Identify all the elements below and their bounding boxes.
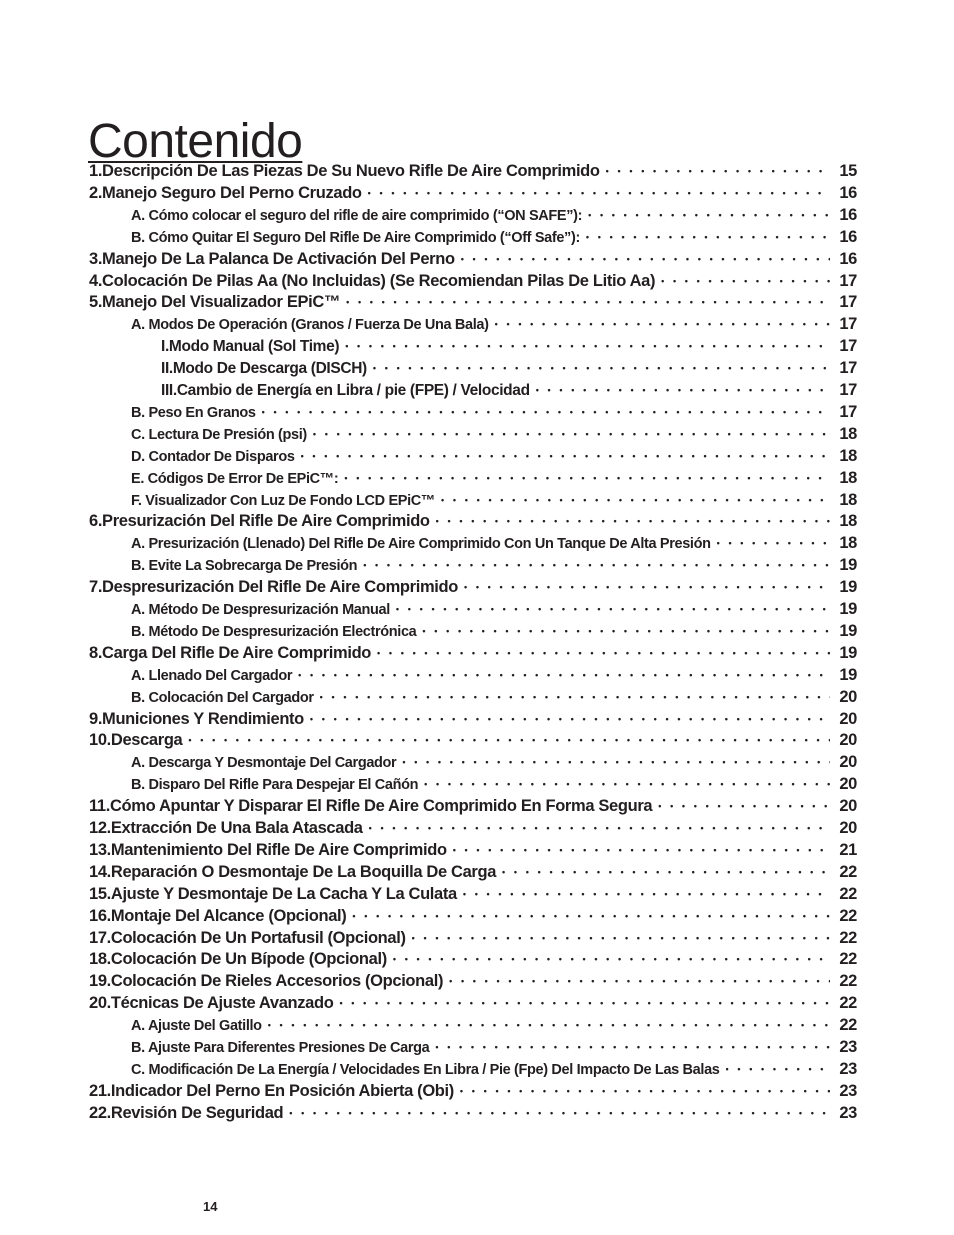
toc-entry <box>131 600 857 622</box>
toc-entry-page: 20 <box>839 797 857 816</box>
toc-entry <box>131 1016 857 1038</box>
dot-leader <box>717 538 830 548</box>
toc-entry-label: 4.Colocación De Pilas Aa (No Incluidas) (Se Recomiendan Pilas De Litio Aa) <box>89 271 656 290</box>
dot-leader <box>453 845 830 855</box>
toc-entry-page: 19 <box>839 556 857 575</box>
dot-leader <box>460 1086 830 1096</box>
toc-entry-page: 22 <box>839 928 857 947</box>
toc-entry <box>89 907 857 929</box>
toc-entry <box>89 972 857 994</box>
toc-entry-page: 22 <box>839 994 857 1013</box>
toc-entry-label: III.Cambio de Energía en Libra / pie (FPE) / Velocidad <box>161 382 530 399</box>
toc-entry-label: 5.Manejo Del Visualizador EPiC™ <box>89 293 341 312</box>
toc-entry <box>131 534 857 556</box>
dot-leader <box>262 407 830 417</box>
toc-entry <box>89 250 857 272</box>
page-title: Contenido <box>88 115 303 168</box>
dot-leader <box>344 473 830 483</box>
toc-entry <box>89 863 857 885</box>
toc-entry-label: 10.Descarga <box>89 731 183 750</box>
toc-entry <box>131 447 857 469</box>
dot-leader <box>393 954 830 964</box>
toc-entry-page: 20 <box>839 775 857 794</box>
dot-leader <box>373 363 830 373</box>
toc-entry-label: C. Modificación De La Energía / Velocidades En Libra / Pie (Fpe) Del Impacto De Las Balas <box>131 1061 720 1078</box>
toc-entry-label: 20.Técnicas De Ajuste Avanzado <box>89 994 334 1013</box>
toc-entry-page: 18 <box>839 468 857 487</box>
toc-entry-label: 17.Colocación De Un Portafusil (Opcional) <box>89 928 406 947</box>
toc-entry-label: 21.Indicador Del Perno En Posición Abierta (Obi) <box>89 1081 454 1100</box>
dot-leader <box>396 604 830 614</box>
dot-leader <box>463 889 830 899</box>
toc-entry-label: B. Disparo Del Rifle Para Despejar El Cañón <box>131 777 419 794</box>
dot-leader <box>313 429 830 439</box>
toc-entry-page: 21 <box>839 840 857 859</box>
toc-entry-label: E. Códigos De Error De EPiC™: <box>131 470 339 487</box>
toc-entry-label: 11.Cómo Apuntar Y Disparar El Rifle De Aire Comprimido En Forma Segura <box>89 797 653 816</box>
toc-entry-label: 19.Colocación De Rieles Accesorios (Opcional) <box>89 972 444 991</box>
dot-leader <box>301 451 830 461</box>
dot-leader <box>289 1108 830 1118</box>
toc-entry-page: 18 <box>839 490 857 509</box>
toc-entry-page: 16 <box>839 205 857 224</box>
toc-entry-page: 22 <box>839 862 857 881</box>
toc-entry <box>161 359 857 381</box>
toc-entry <box>131 469 857 491</box>
dot-leader <box>268 1020 830 1030</box>
page-number: 14 <box>203 1199 218 1214</box>
toc-entry-label: B. Peso En Granos <box>131 404 256 421</box>
toc-entry-label: A. Presurización (Llenado) Del Rifle De Aire Comprimido Con Un Tanque De Alta Presión <box>131 536 711 553</box>
toc-entry <box>89 644 857 666</box>
toc-entry-label: B. Evite La Sobrecarga De Presión <box>131 558 358 575</box>
toc-entry-label: II.Modo De Descarga (DISCH) <box>161 360 367 378</box>
dot-leader <box>436 516 830 526</box>
dot-leader <box>339 998 830 1008</box>
toc-entry-page: 17 <box>839 359 857 378</box>
dot-leader <box>320 692 830 702</box>
toc-entry-label: C. Lectura De Presión (psi) <box>131 426 307 443</box>
toc-entry <box>131 775 857 797</box>
toc-entry <box>131 753 857 775</box>
toc-entry-label: 2.Manejo Seguro Del Perno Cruzado <box>89 183 362 202</box>
toc-entry-page: 17 <box>839 337 857 356</box>
toc-entry <box>161 337 857 359</box>
toc-entry-page: 16 <box>839 227 857 246</box>
dot-leader <box>658 801 830 811</box>
toc-entry-label: B. Ajuste Para Diferentes Presiones De Carga <box>131 1040 430 1056</box>
toc-entry-page: 18 <box>839 534 857 553</box>
dot-leader <box>352 911 830 921</box>
toc-entry-page: 16 <box>839 183 857 202</box>
toc-entry-page: 22 <box>839 884 857 903</box>
toc-entry <box>89 950 857 972</box>
toc-entry-page: 17 <box>839 402 857 421</box>
toc-entry <box>131 403 857 425</box>
toc-entry-label: F. Visualizador Con Luz De Fondo LCD EPiC™ <box>131 492 436 509</box>
dot-leader <box>726 1064 831 1074</box>
toc-entry-page: 19 <box>839 643 857 662</box>
toc-entry-label: 8.Carga Del Rifle De Aire Comprimido <box>89 643 372 662</box>
toc-entry-label: 15.Ajuste Y Desmontaje De La Cacha Y La Culata <box>89 884 457 903</box>
toc-entry-page: 20 <box>839 753 857 772</box>
toc-entry-label: B. Colocación Del Cargador <box>131 689 314 706</box>
toc-entry <box>89 710 857 732</box>
toc-entry <box>131 228 857 250</box>
toc-entry-label: 22.Revisión De Seguridad <box>89 1103 284 1122</box>
toc-entry-label: B. Método De Despresurización Electrónica <box>131 623 417 640</box>
toc-entry-page: 19 <box>839 665 857 684</box>
toc-entry-label: 1.Descripción De Las Piezas De Su Nuevo Rifle De Aire Comprimido <box>89 162 600 180</box>
toc-entry-label: 14.Reparación O Desmontaje De La Boquilla De Carga <box>89 862 497 881</box>
toc-entry-label: 9.Municiones Y Rendimiento <box>89 709 304 728</box>
toc-entry-page: 22 <box>839 906 857 925</box>
toc-entry <box>89 994 857 1016</box>
toc-entry-page: 20 <box>839 731 857 750</box>
dot-leader <box>536 385 830 395</box>
toc-entry-page: 20 <box>839 819 857 837</box>
toc-entry-label: 12.Extracción De Una Bala Atascada <box>89 819 363 837</box>
toc-entry <box>131 622 857 644</box>
toc-entry <box>89 162 857 184</box>
dot-leader <box>495 319 830 329</box>
toc-entry-label: B. Cómo Quitar El Seguro Del Rifle De Aire Comprimido (“Off Safe”): <box>131 229 580 246</box>
toc-entry-page: 23 <box>839 1059 857 1078</box>
dot-leader <box>363 560 830 570</box>
toc-entry-page: 15 <box>839 162 857 180</box>
toc-entry <box>131 315 857 337</box>
toc-entry-page: 22 <box>839 972 857 991</box>
toc-entry <box>89 293 857 315</box>
dot-leader <box>188 735 830 745</box>
toc-entry-label: A. Método De Despresurización Manual <box>131 602 390 618</box>
toc-entry-page: 19 <box>839 621 857 640</box>
toc-entry-label: 6.Presurización Del Rifle De Aire Comprimido <box>89 512 430 531</box>
dot-leader <box>461 254 830 264</box>
toc-entry-page: 20 <box>839 687 857 706</box>
dot-leader <box>449 976 830 986</box>
toc-entry <box>131 425 857 447</box>
toc-entry <box>131 491 857 513</box>
toc-entry-page: 16 <box>839 249 857 268</box>
toc-entry-page: 20 <box>839 709 857 728</box>
dot-leader <box>369 823 830 833</box>
toc-entry-label: I.Modo Manual (Sol Time) <box>161 338 340 356</box>
toc-entry-page: 18 <box>839 446 857 465</box>
toc-entry-page: 17 <box>839 293 857 312</box>
toc-entry-label: A. Llenado Del Cargador <box>131 667 293 684</box>
toc-entry-page: 17 <box>839 271 857 290</box>
toc-entry-page: 17 <box>839 381 857 399</box>
toc-entry-page: 19 <box>839 600 857 618</box>
toc-entry <box>89 797 857 819</box>
toc-entry-label: 18.Colocación De Un Bípode (Opcional) <box>89 950 387 969</box>
toc-entry <box>89 578 857 600</box>
toc-entry-page: 23 <box>839 1081 857 1100</box>
toc-entry-label: A. Descarga Y Desmontaje Del Cargador <box>131 755 397 772</box>
toc-entry <box>131 556 857 578</box>
dot-leader <box>310 714 830 724</box>
dot-leader <box>412 933 830 943</box>
toc-entry-page: 22 <box>839 1016 857 1035</box>
toc-entry <box>89 819 857 841</box>
toc-entry <box>131 1060 857 1082</box>
dot-leader <box>586 232 830 242</box>
dot-leader <box>441 495 830 505</box>
dot-leader <box>435 1042 830 1052</box>
toc-entry <box>89 841 857 863</box>
toc-entry-page: 17 <box>839 315 857 334</box>
dot-leader <box>345 341 830 351</box>
toc-entry-page: 23 <box>839 1103 857 1122</box>
toc-entry <box>89 512 857 534</box>
toc-entry <box>131 688 857 710</box>
toc-entry-label: A. Modos De Operación (Granos / Fuerza De Una Bala) <box>131 317 489 334</box>
toc-entry-label: A. Cómo colocar el seguro del rifle de aire comprimido (“ON SAFE”): <box>131 207 583 224</box>
toc-entry <box>89 929 857 951</box>
toc-entry <box>89 1104 857 1126</box>
toc-entry-page: 18 <box>839 512 857 531</box>
toc-entry-page: 23 <box>839 1038 857 1056</box>
toc-entry <box>131 666 857 688</box>
dot-leader <box>368 188 830 198</box>
dot-leader <box>346 297 830 307</box>
toc-entry-page: 19 <box>839 578 857 597</box>
toc-entry <box>131 206 857 228</box>
dot-leader <box>422 626 830 636</box>
toc-entry-label: D. Contador De Disparos <box>131 448 295 465</box>
toc-entry <box>89 1082 857 1104</box>
toc-entry-label: 16.Montaje Del Alcance (Opcional) <box>89 906 347 925</box>
dot-leader <box>464 582 830 592</box>
toc-entry <box>131 1038 857 1060</box>
toc-entry-page: 18 <box>839 424 857 443</box>
dot-leader <box>402 757 830 767</box>
toc-entry-label: 7.Despresurización Del Rifle De Aire Comprimido <box>89 578 458 597</box>
toc-entry-label: 13.Mantenimiento Del Rifle De Aire Comprimido <box>89 840 447 859</box>
dot-leader <box>377 648 830 658</box>
dot-leader <box>502 867 830 877</box>
toc-entry <box>161 381 857 403</box>
toc-entry <box>89 885 857 907</box>
toc-entry-label: A. Ajuste Del Gatillo <box>131 1018 262 1035</box>
dot-leader <box>424 779 830 789</box>
dot-leader <box>606 166 830 176</box>
toc-entry <box>89 731 857 753</box>
dot-leader <box>588 210 830 220</box>
toc-entry-page: 22 <box>839 950 857 969</box>
toc-entry <box>89 272 857 294</box>
toc-entry-label: 3.Manejo De La Palanca De Activación Del Perno <box>89 249 455 268</box>
dot-leader <box>661 276 830 286</box>
dot-leader <box>298 670 830 680</box>
toc-entry <box>89 184 857 206</box>
